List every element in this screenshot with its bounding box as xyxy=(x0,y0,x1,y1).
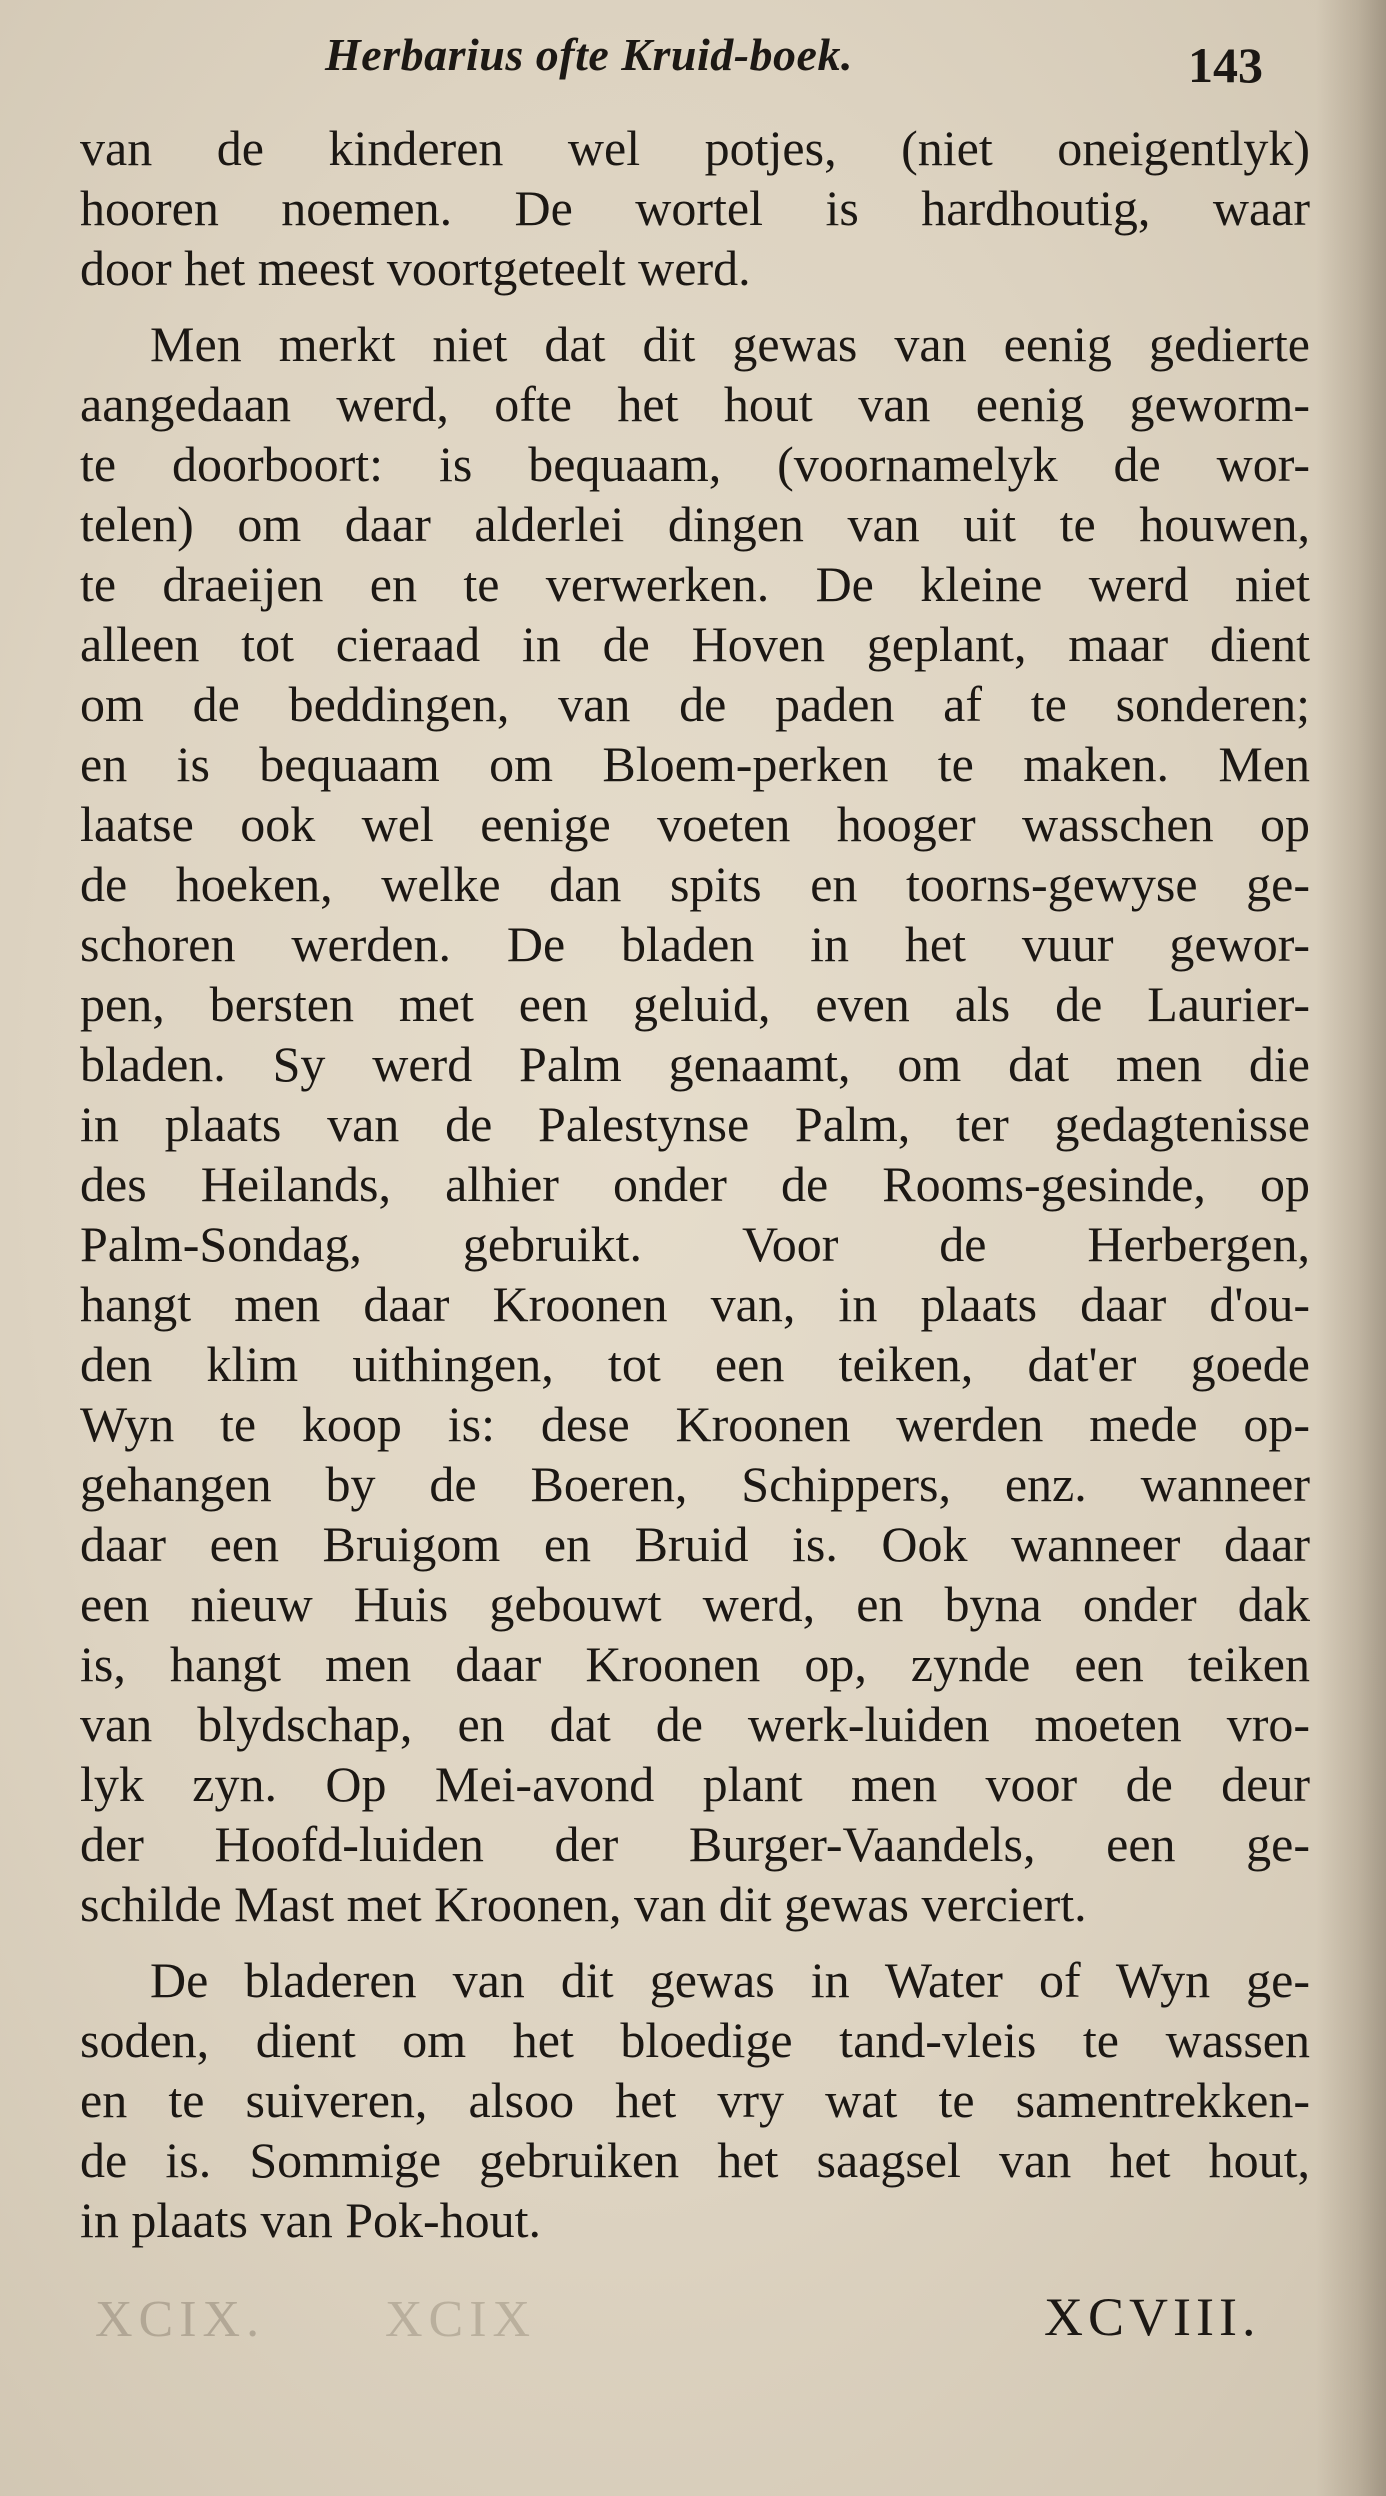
text-line: den klim uithingen, tot een teiken, dat'er goede xyxy=(80,1336,1310,1392)
text-line: de is. Sommige gebruiken het saagsel van het hout, xyxy=(80,2132,1310,2188)
text-line: te draeijen en te verwerken. De kleine werd niet xyxy=(80,556,1310,612)
text-line: laatse ook wel eenige voeten hooger wasschen op xyxy=(80,796,1310,852)
text-line: daar een Bruigom en Bruid is. Ook wanneer daar xyxy=(80,1516,1310,1572)
text-line: om de beddingen, van de paden af te sonderen; xyxy=(80,676,1310,732)
text-line: en te suiveren, alsoo het vry wat te samentrekken- xyxy=(80,2072,1310,2128)
text-line: gehangen by de Boeren, Schippers, enz. wanneer xyxy=(80,1456,1310,1512)
signature-mark: XCVIII. xyxy=(1044,2287,1261,2347)
text-line: soden, dient om het bloedige tand-vleis te wassen xyxy=(80,2012,1310,2068)
running-head: Herbarius ofte Kruid-boek. xyxy=(325,29,853,80)
page-number: 143 xyxy=(1188,37,1263,93)
text-line: hangt men daar Kroonen van, in plaats daar d'ou- xyxy=(80,1276,1310,1332)
text-line: aangedaan werd, ofte het hout van eenig geworm- xyxy=(80,376,1310,432)
show-through-text: XCIX xyxy=(385,2291,537,2348)
text-line: Wyn te koop is: dese Kroonen werden mede op- xyxy=(80,1396,1310,1452)
text-line: en is bequaam om Bloem-perken te maken. Men xyxy=(80,736,1310,792)
page-edge-shadow xyxy=(1316,0,1386,2496)
text-line: in plaats van Pok-hout. xyxy=(80,2192,542,2248)
text-line: hooren noemen. De wortel is hardhoutig, waar xyxy=(80,180,1310,236)
text-line: schilde Mast met Kroonen, van dit gewas verciert. xyxy=(80,1876,1087,1932)
text-line: Men merkt niet dat dit gewas van eenig gedierte xyxy=(150,316,1310,372)
text-line: van blydschap, en dat de werk-luiden moeten vro- xyxy=(80,1696,1310,1752)
text-line: door het meest voortgeteelt werd. xyxy=(80,240,751,296)
body-text xyxy=(80,118,1310,2250)
show-through-text: XCIX. xyxy=(95,2291,266,2348)
text-line: telen) om daar alderlei dingen van uit te houwen, xyxy=(80,496,1310,552)
text-line: des Heilands, alhier onder de Rooms-gesinde, op xyxy=(80,1156,1310,1212)
text-line: Palm-Sondag, gebruikt. Voor de Herbergen, xyxy=(80,1216,1310,1272)
text-line: lyk zyn. Op Mei-avond plant men voor de deur xyxy=(80,1756,1310,1812)
text-line: alleen tot cieraad in de Hoven geplant, maar dient xyxy=(80,616,1310,672)
text-line: in plaats van de Palestynse Palm, ter gedagtenisse xyxy=(80,1096,1310,1152)
text-line: is, hangt men daar Kroonen op, zynde een teiken xyxy=(80,1636,1310,1692)
text-line: een nieuw Huis gebouwt werd, en byna onder dak xyxy=(80,1576,1310,1632)
text-line: pen, bersten met een geluid, even als de Laurier- xyxy=(80,976,1310,1032)
text-line: der Hoofd-luiden der Burger-Vaandels, een ge- xyxy=(80,1816,1310,1872)
text-line: van de kinderen wel potjes, (niet oneigentlyk) xyxy=(80,120,1310,176)
text-line: De bladeren van dit gewas in Water of Wyn ge- xyxy=(150,1952,1310,2008)
text-line: bladen. Sy werd Palm genaamt, om dat men die xyxy=(80,1036,1310,1092)
text-line: te doorboort: is bequaam, (voornamelyk de wor- xyxy=(80,436,1310,492)
text-line: schoren werden. De bladen in het vuur gewor- xyxy=(80,916,1310,972)
text-line: de hoeken, welke dan spits en toorns-gewyse ge- xyxy=(80,856,1310,912)
